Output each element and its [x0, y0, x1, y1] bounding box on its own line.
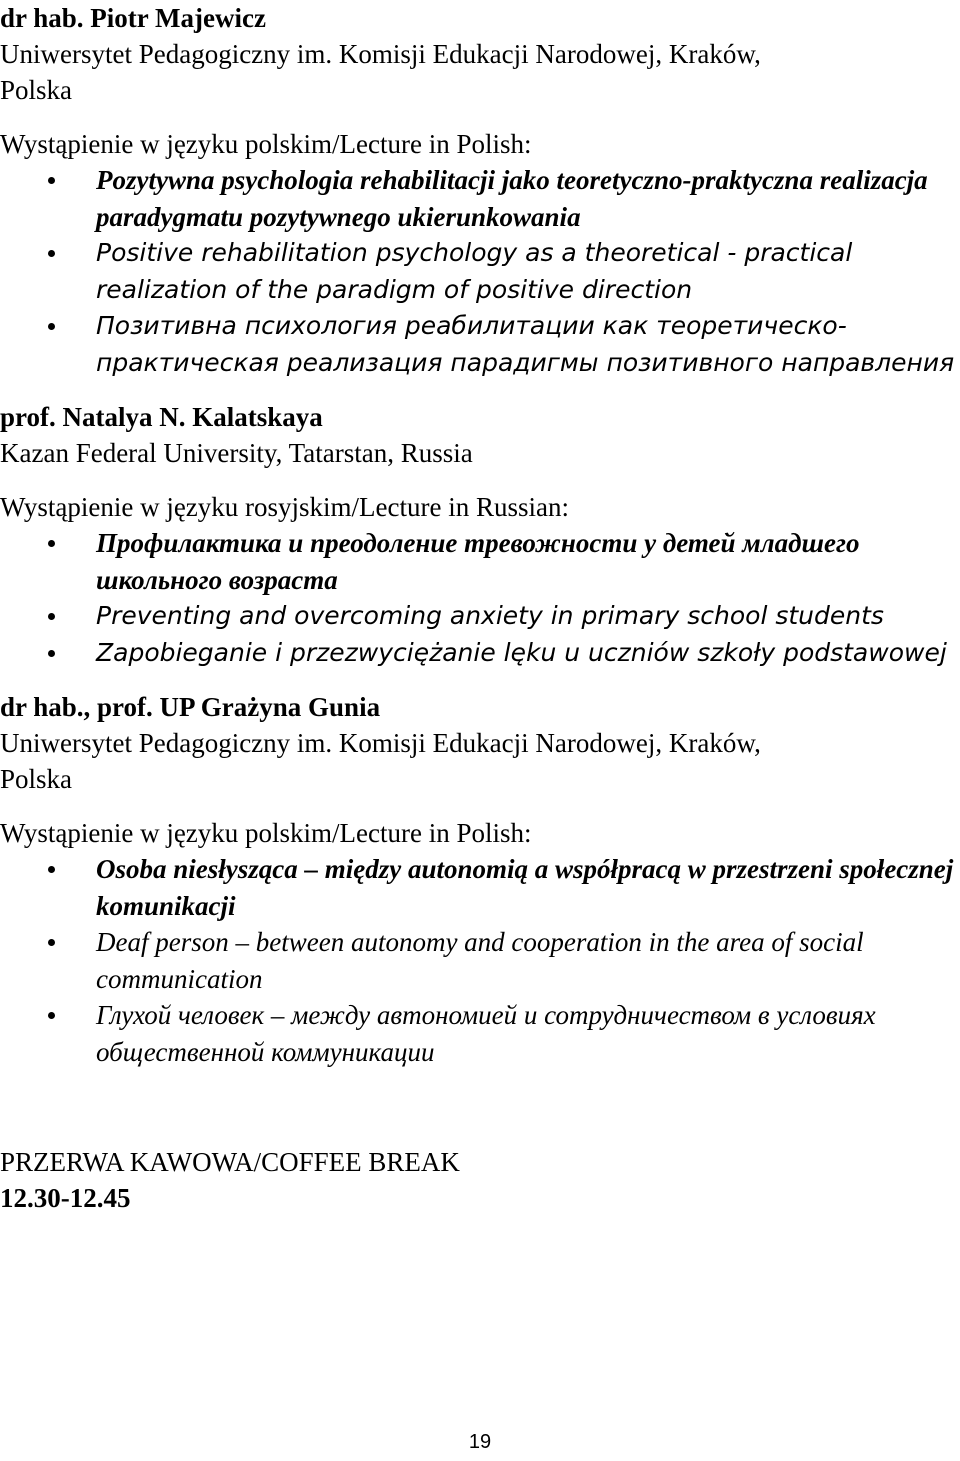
speaker-affiliation: Uniwersytet Pedagogiczny im. Komisji Edukacji Narodowej, Kraków,	[0, 39, 761, 69]
bullet-icon	[48, 613, 55, 620]
speaker-name: prof. Natalya N. Kalatskaya	[0, 402, 323, 432]
speaker-section-kalatskaya	[0, 399, 960, 671]
talk-title-russian	[0, 525, 960, 598]
bullet-icon	[48, 323, 55, 330]
bullet-icon	[48, 650, 55, 657]
bullet-icon	[48, 177, 55, 184]
talk-list	[0, 162, 960, 381]
talk-text: Zapobieganie i przezwyciężanie lęku u uczniów szkoły podstawowej	[96, 637, 947, 667]
talk-title-english	[0, 924, 960, 997]
talk-title-english	[0, 235, 960, 308]
lecture-language: Wystąpienie w języku polskim/Lecture in Polish:	[0, 129, 532, 159]
bullet-icon	[48, 939, 55, 946]
bullet-icon	[48, 250, 55, 257]
speaker-name: dr hab., prof. UP Grażyna Gunia	[0, 692, 381, 722]
talk-text: Preventing and overcoming anxiety in primary school students	[96, 601, 884, 630]
talk-title-polish	[0, 851, 960, 924]
talk-text: Deaf person – between autonomy and cooperation in the area of social communication	[96, 927, 864, 994]
speaker-affiliation-country: Polska	[0, 764, 73, 794]
talk-text: Pozytywna psychologia rehabilitacji jako teoretyczno-praktyczna realizacja paradygmatu pozytywnego ukierunkowania	[96, 165, 928, 232]
coffee-break-time: 12.30-12.45	[0, 1183, 131, 1213]
bullet-icon	[48, 866, 55, 873]
speaker-name: dr hab. Piotr Majewicz	[0, 3, 266, 33]
talk-title-english	[0, 598, 960, 635]
speaker-affiliation: Uniwersytet Pedagogiczny im. Komisji Edukacji Narodowej, Kraków,	[0, 728, 761, 758]
lecture-language: Wystąpienie w języku rosyjskim/Lecture in Russian:	[0, 492, 570, 522]
speaker-section-majewicz	[0, 0, 960, 381]
talk-title-russian	[0, 997, 960, 1070]
talk-text: Osoba niesłysząca – między autonomią a współpracą w przestrzeni społecznej komunikacji	[96, 854, 954, 921]
talk-text: Позитивна психология реабилитации как теоретическо-практическая реализация парадигмы позитивного направления	[96, 311, 955, 377]
speaker-section-gunia	[0, 689, 960, 1070]
speaker-affiliation: Kazan Federal University, Tatarstan, Russia	[0, 438, 473, 468]
talk-list	[0, 851, 960, 1070]
talk-title-russian	[0, 308, 960, 381]
bullet-icon	[48, 540, 55, 547]
talk-title-polish	[0, 635, 960, 672]
talk-list	[0, 525, 960, 671]
talk-title-polish	[0, 162, 960, 235]
coffee-break-title: PRZERWA KAWOWA/COFFEE BREAK	[0, 1147, 460, 1177]
bullet-icon	[48, 1012, 55, 1019]
speaker-affiliation-country: Polska	[0, 75, 73, 105]
talk-text: Positive rehabilitation psychology as a theoretical - practical realization of the paradigm of positive direction	[96, 238, 853, 304]
talk-text: Профилактика и преодоление тревожности у детей младшего школьного возраста	[96, 528, 860, 595]
talk-text: Глухой человек – между автономией и сотрудничеством в условиях общественной коммуникации	[96, 1000, 876, 1067]
lecture-language: Wystąpienie w języku polskim/Lecture in Polish:	[0, 818, 532, 848]
page-number: 19	[468, 1431, 492, 1453]
